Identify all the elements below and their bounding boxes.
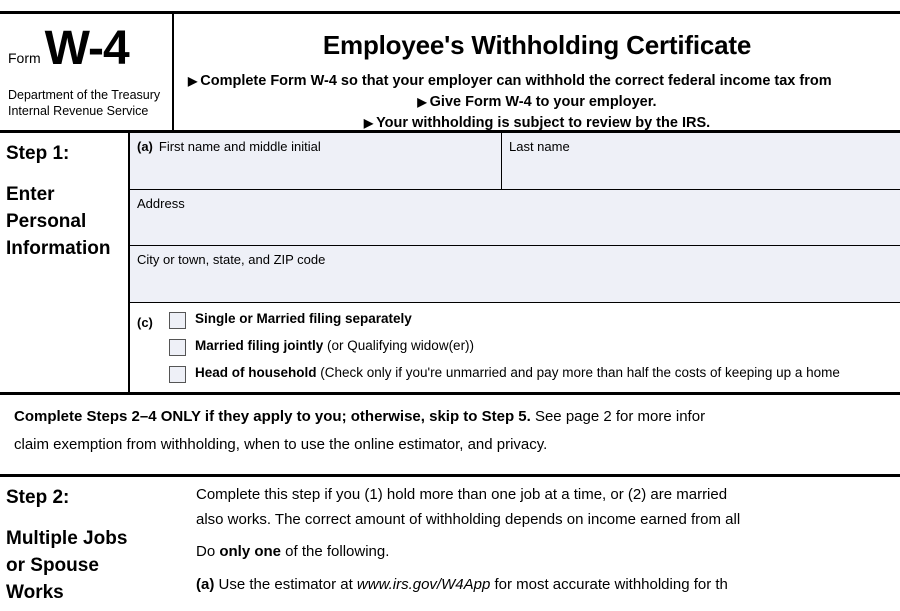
name-row [130,133,900,190]
address-row [130,190,900,247]
city-row [130,246,900,303]
form-number-line [0,14,172,76]
agency-line-1: Department of the Treasury [8,88,161,102]
estimator-link[interactable]: www.irs.gov/W4App [356,576,491,594]
filing-status-option-single[interactable] [169,311,900,329]
arrow-icon: ▶ [417,95,427,110]
step-2-option-a-pre: Use the estimator at [214,576,357,594]
step-1-label [0,133,130,392]
filing-status-options [169,311,900,392]
step-2-section [0,477,900,603]
step-1-section [0,133,900,395]
header-instruction-3 [174,113,900,134]
form-word-label: Form [8,50,41,66]
city-state-zip-field[interactable] [130,246,900,302]
filing-status-hoh-rest: (Check only if you're unmarried and pay more than half the costs of keeping up a home [316,365,840,381]
step-1-fields [130,133,900,392]
address-label: Address [137,195,185,211]
step-2-option-a-letter: (a) [196,576,215,594]
filing-status-option-hoh[interactable] [169,365,900,383]
filing-status-single-bold: Single or Married filing separately [195,311,412,327]
step-1-title-line-1: Step 1: [6,143,70,164]
step-2-paragraph-1b: also works. The correct amount of withholding depends on income earned from all [196,510,741,528]
step-2-paragraph-2 [196,542,900,563]
step-2-title-line-2: Multiple Jobs [6,527,128,549]
header-instruction-2-text: Give Form W-4 to your employer. [429,94,657,111]
step-1-title-line-2: Enter [6,183,55,205]
arrow-icon: ▶ [188,74,198,88]
filing-status-joint-text [195,338,474,355]
filing-status-joint-bold: Married filing jointly [195,338,324,354]
step-2-paragraph-1: Complete this step if you (1) hold more than one job at a time, or (2) are married [196,486,728,503]
agency-line-2: Internal Revenue Service [8,103,149,118]
form-number: W-4 [44,22,129,76]
filing-status-hoh-text [195,365,840,382]
header-instruction-2 [174,92,900,113]
step-2-option-a [196,575,900,596]
checkbox-head-of-household[interactable] [169,366,186,383]
notice-line-1 [14,407,900,427]
notice-line-2: claim exemption from withholding, when to use the online estimator, and privacy. [14,436,548,454]
notice-line-1-rest: See page 2 for more infor [530,408,706,425]
filing-status-hoh-bold: Head of household [195,365,317,381]
checkbox-married-filing-jointly[interactable] [169,339,186,356]
step-2-do-bold: only one [219,543,282,561]
step-1-title-line-4: Information [6,237,111,259]
last-name-field[interactable] [502,133,900,189]
notice-line-1-bold: Complete Steps 2–4 ONLY if they apply to you; otherwise, skip to Step 5. [14,408,531,425]
page-title: Employee's Withholding Certificate [322,30,752,60]
arrow-icon: ▶ [363,116,374,131]
header-instruction-3-text: Your withholding is subject to review by the IRS. [376,115,711,132]
form-identity-block [0,14,174,130]
step-2-option-a-post: for most accurate withholding for th [490,576,728,594]
step-2-do-post: of the following. [281,543,390,561]
filing-status-single-text [195,311,412,328]
step-2-title-line-4: Works [6,581,64,603]
filing-status-option-joint[interactable] [169,338,900,356]
field-letter-c: (c) [137,315,153,331]
last-name-label: Last name [509,139,570,154]
step-1-title-line-3: Personal [6,210,87,232]
step-2-do-pre: Do [196,543,220,561]
w4-form-page [0,11,900,611]
form-header [0,11,900,133]
filing-status-row [130,303,900,392]
step-2-title-line-1: Step 2: [6,487,70,508]
agency-block [0,72,172,119]
step-2-label [0,477,186,603]
header-instructions [174,71,900,134]
field-letter-a: (a) [137,139,153,154]
step-2-title-line-3: or Spouse [6,554,99,576]
first-name-label: First name and middle initial [158,139,321,154]
header-instruction-1 [174,71,900,92]
steps-notice [0,395,900,477]
header-instruction-1-text: Complete Form W-4 so that your employer can withhold the correct federal income tax from [200,73,832,89]
form-title-block [174,14,900,130]
checkbox-single[interactable] [169,312,186,329]
step-2-body [186,477,900,594]
filing-status-joint-rest: (or Qualifying widow(er)) [323,338,475,354]
city-state-zip-label: City or town, state, and ZIP code [137,252,326,268]
first-name-field[interactable] [130,133,502,189]
address-field[interactable] [130,190,900,246]
